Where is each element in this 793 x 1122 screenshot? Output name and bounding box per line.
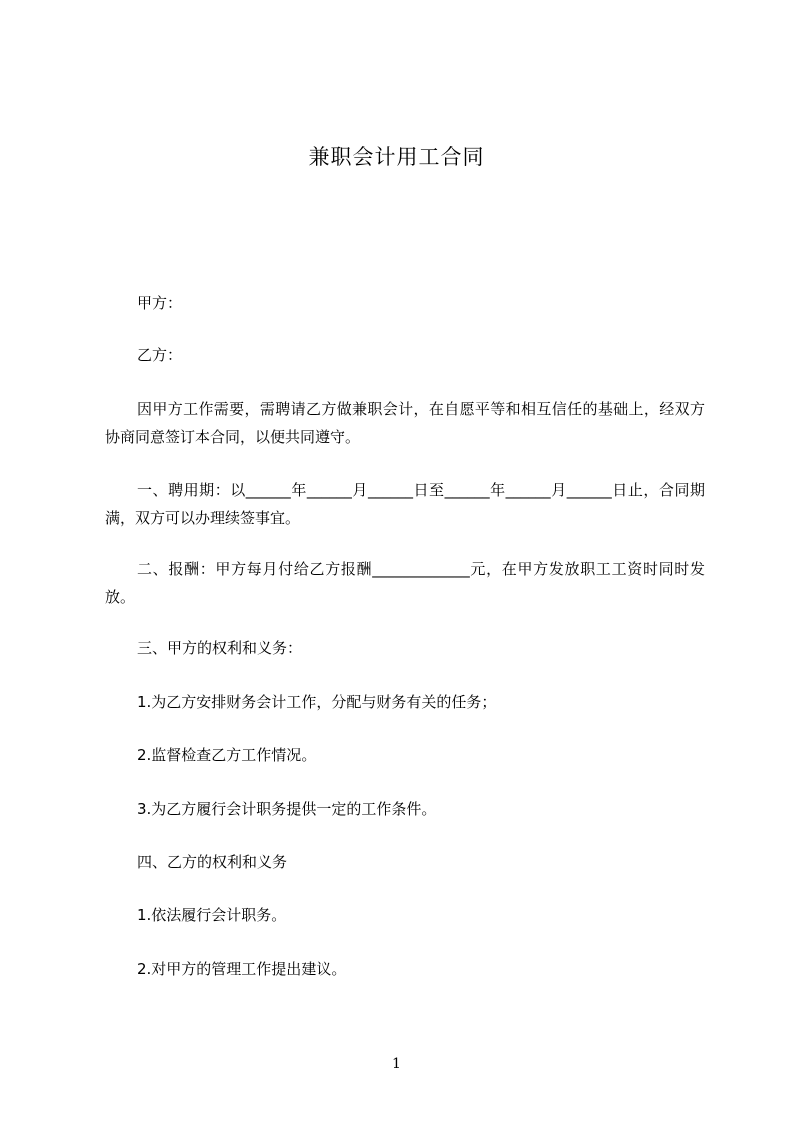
- page-number: 1: [392, 1056, 401, 1072]
- clause-3-heading: 三、甲方的权利和义务：: [137, 639, 303, 657]
- clause-3-item-3: 3.为乙方履行会计职务提供一定的工作条件。: [137, 800, 437, 818]
- clause-4-item-1: 1.依法履行会计职务。: [137, 906, 287, 924]
- clause-4-item-2: 2.对甲方的管理工作提出建议。: [137, 960, 347, 978]
- document-title: 兼职会计用工合同: [308, 145, 485, 169]
- party-a-line: 甲方：: [137, 294, 183, 312]
- clause-3-item-2: 2.监督检查乙方工作情况。: [137, 746, 317, 764]
- preamble-paragraph: 因甲方工作需要，需聘请乙方做兼职会计，在自愿平等和相互信任的基础上，经双方协商同意签订本合同，以便共同遵守。: [105, 400, 705, 446]
- clause-1-term: 一、聘用期：以______年______月______日至______年______月______日止，合同期满，双方可以办理续签事宜。: [105, 481, 705, 527]
- clause-4-heading: 四、乙方的权利和义务: [137, 853, 288, 871]
- party-b-line: 乙方：: [137, 346, 183, 364]
- clause-3-item-1: 1.为乙方安排财务会计工作，分配与财务有关的任务；: [137, 693, 497, 711]
- clause-2-payment: 二、报酬：甲方每月付给乙方报酬_____________元，在甲方发放职工工资时同时发放。: [105, 560, 705, 606]
